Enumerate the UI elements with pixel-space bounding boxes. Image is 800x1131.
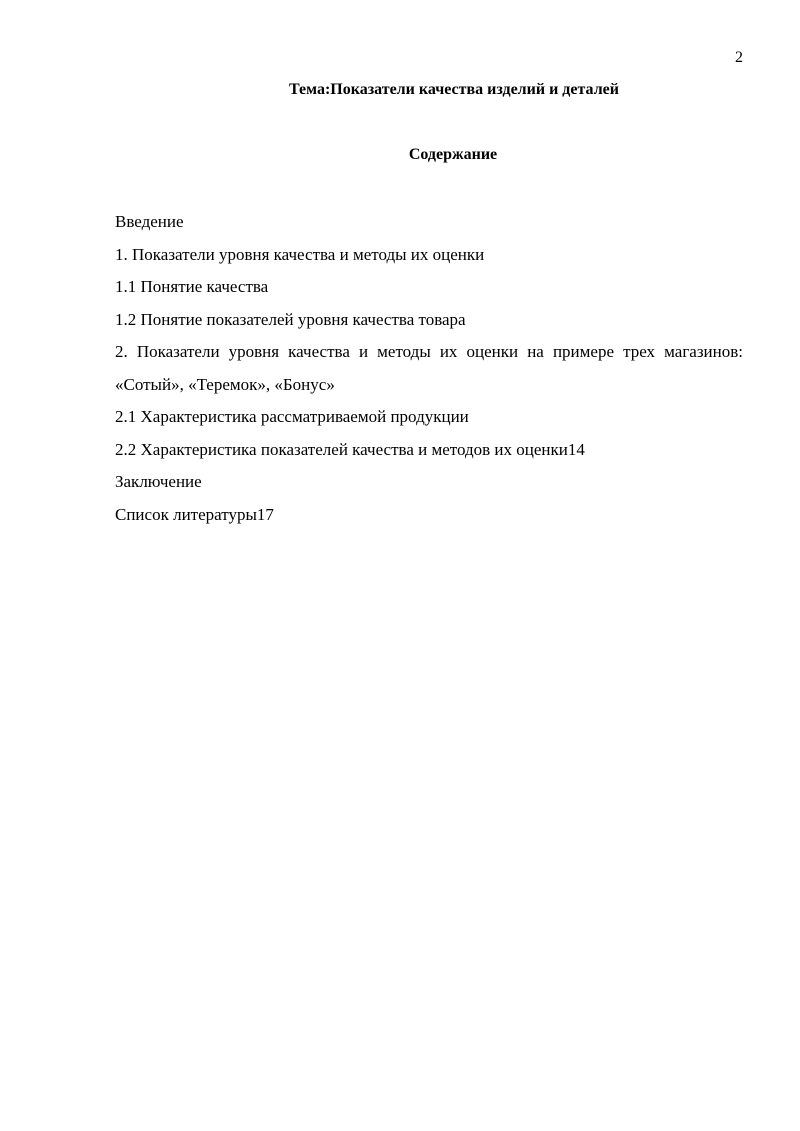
document-topic: Тема:Показатели качества изделий и деталей (288, 81, 619, 98)
table-of-contents (115, 206, 743, 531)
toc-item-section-2-1: 2.1 Характеристика рассматриваемой продукции (115, 407, 469, 426)
toc-item-chapter-2: 2. Показатели уровня качества и методы их оценки на примере трех магазинов: «Сотый», «Теремок», «Бонус» (115, 342, 743, 394)
toc-item-section-1-1: 1.1 Понятие качества (115, 277, 269, 296)
toc-item-section-1-2: 1.2 Понятие показателей уровня качества товара (115, 309, 466, 329)
toc-item-introduction: Введение (115, 212, 184, 231)
toc-item-references: Список литературы17 (115, 504, 274, 524)
contents-heading: Содержание (408, 146, 498, 163)
toc-item-section-2-2: 2.2 Характеристика показателей качества и методов их оценки14 (115, 439, 585, 459)
toc-item-chapter-1: 1. Показатели уровня качества и методы их оценки (115, 244, 485, 264)
page-number: 2 (735, 49, 743, 66)
toc-item-conclusion: Заключение (115, 472, 202, 491)
